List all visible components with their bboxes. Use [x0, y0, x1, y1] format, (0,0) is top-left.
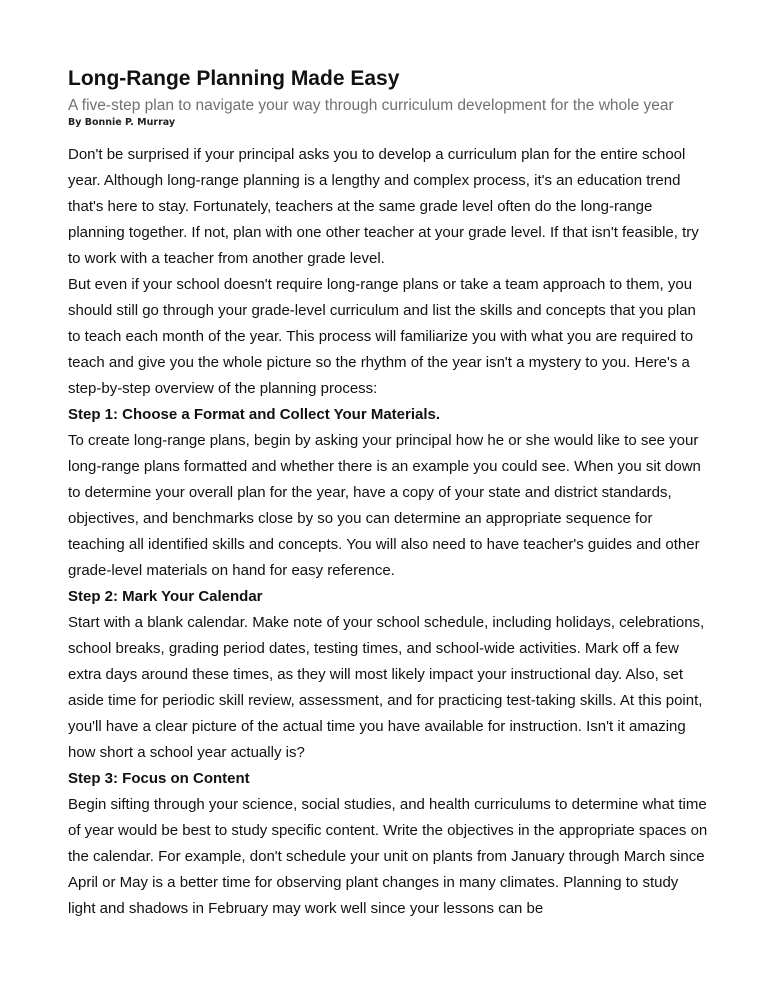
step-3-heading: Step 3: Focus on Content: [68, 770, 250, 787]
step-3-body: Begin sifting through your science, social studies, and health curriculums to determine what time of year would be best to study specific content. Write the objectives in the appropriate spaces on the calendar. For example, don't schedule your unit on plants from January through March since April or May is a better time for observing plant changes in many climates. Planning to study light and shadows in February may work well since your lessons can be: [68, 796, 708, 917]
article-title: Long-Range Planning Made Easy: [68, 67, 400, 90]
step-1-body: To create long-range plans, begin by asking your principal how he or she would like to see your long-range plans formatted and whether there is an example you could see. When you sit down to determine your overall plan for the year, have a copy of your state and district standards, objectives, and benchmarks close by so you can determine an appropriate sequence for teaching all identified skills and concepts. You will also need to have teacher's guides and other grade-level materials on hand for easy reference.: [68, 432, 701, 579]
article: [68, 66, 708, 922]
step-1-heading: Step 1: Choose a Format and Collect Your Materials.: [68, 406, 441, 423]
intro-paragraph-1: Don't be surprised if your principal asks you to develop a curriculum plan for the entire school year. Although long-range planning is a lengthy and complex process, it's an education trend that's here to stay. Fortunately, teachers at the same grade level often do the long-range planning together. If not, plan with one other teacher at your grade level. If that isn't feasible, try to work with a teacher from another grade level.: [68, 146, 699, 267]
article-byline: By Bonnie P. Murray: [68, 117, 176, 128]
article-subtitle: A five-step plan to navigate your way through curriculum development for the whole year: [68, 97, 674, 114]
step-2-heading: Step 2: Mark Your Calendar: [68, 588, 263, 605]
intro-paragraph-2: But even if your school doesn't require long-range plans or take a team approach to them, you should still go through your grade-level curriculum and list the skills and concepts that you plan to teach each month of the year. This process will familiarize you with what you are required to teach and give you the whole picture so the rhythm of the year isn't a mystery to you. Here's a step-by-step overview of the planning process:: [68, 276, 696, 397]
step-2-body: Start with a blank calendar. Make note of your school schedule, including holidays, celebrations, school breaks, grading period dates, testing times, and school-wide activities. Mark off a few extra days around these times, as they will most likely impact your instructional day. Also, set aside time for periodic skill review, assessment, and for practicing test-taking skills. At this point, you'll have a clear picture of the actual time you have available for instruction. Isn't it amazing how short a school year actually is?: [68, 614, 705, 761]
